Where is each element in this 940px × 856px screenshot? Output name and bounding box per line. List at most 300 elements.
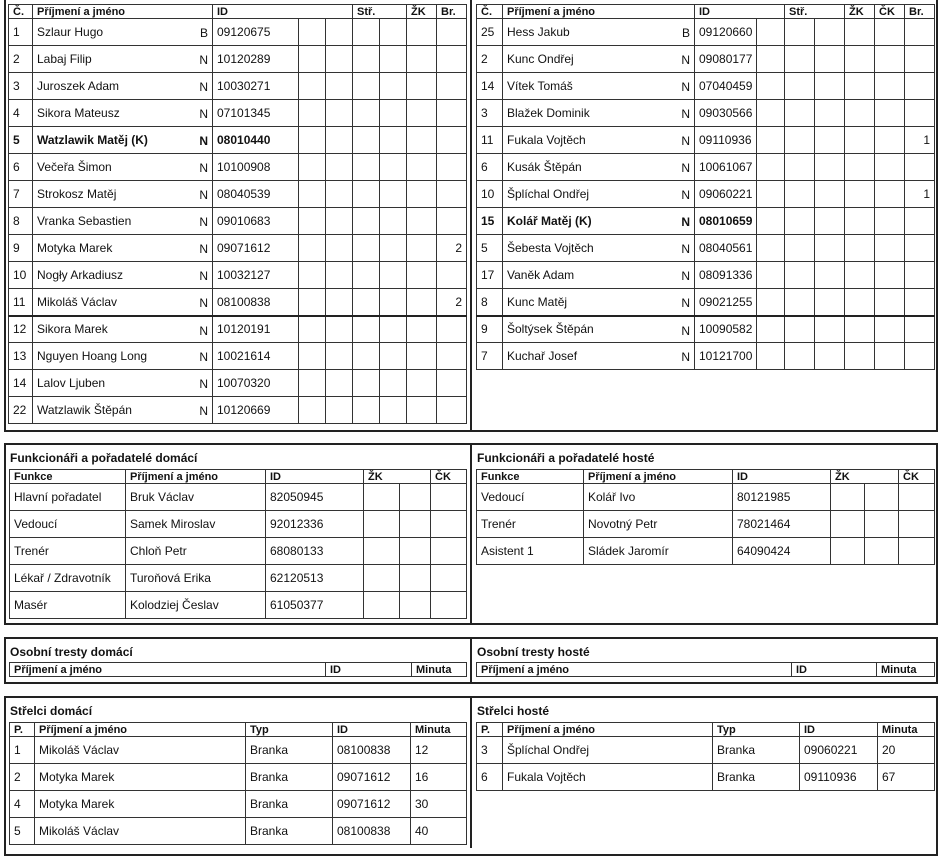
empty-cell: [353, 397, 380, 424]
player-goals: [905, 19, 935, 46]
player-status: B: [199, 26, 208, 40]
col-id: ID: [333, 723, 411, 737]
official-name: Bruk Václav: [126, 484, 266, 511]
empty-cell: [353, 208, 380, 235]
player-status: N: [681, 161, 690, 175]
player-number: 17: [477, 262, 503, 289]
player-goals: [905, 289, 935, 316]
player-status: N: [681, 242, 690, 256]
player-status: N: [681, 350, 690, 364]
player-goals: [905, 343, 935, 370]
player-id: 10030271: [213, 73, 299, 100]
player-goals: 1: [905, 181, 935, 208]
col-name: Příjmení a jméno: [35, 723, 246, 737]
empty-cell: [875, 289, 905, 316]
player-id: 09010683: [213, 208, 299, 235]
player-name-cell: [503, 100, 695, 127]
player-number: 10: [9, 262, 33, 289]
player-name-cell: [503, 19, 695, 46]
player-status: N: [199, 350, 208, 364]
empty-cell: [757, 181, 785, 208]
player-name-cell: [33, 19, 213, 46]
player-number: 12: [9, 316, 33, 343]
scorer-minute: 12: [411, 737, 467, 764]
scorers-away-title: Střelci hosté: [477, 704, 550, 718]
empty-cell: [326, 397, 353, 424]
empty-cell: [326, 181, 353, 208]
player-status: N: [681, 323, 690, 338]
empty-cell: [299, 262, 326, 289]
empty-cell: [431, 565, 467, 592]
empty-cell: [407, 343, 437, 370]
empty-cell: [845, 343, 875, 370]
empty-cell: [353, 343, 380, 370]
player-name: Vítek Tomáš: [507, 79, 573, 93]
col-br: Br.: [437, 5, 467, 19]
scorer-row: [10, 791, 467, 818]
player-row: [9, 154, 467, 181]
empty-cell: [326, 19, 353, 46]
player-number: 15: [477, 208, 503, 235]
player-name-cell: [33, 73, 213, 100]
player-row: [477, 289, 935, 316]
empty-cell: [815, 208, 845, 235]
player-row: [477, 343, 935, 370]
empty-cell: [326, 235, 353, 262]
empty-cell: [757, 289, 785, 316]
empty-cell: [875, 73, 905, 100]
official-id: 78021464: [733, 511, 831, 538]
player-name: Šplíchal Ondřej: [507, 187, 590, 201]
player-id: 09110936: [695, 127, 757, 154]
player-number: 2: [9, 46, 33, 73]
official-function: Hlavní pořadatel: [10, 484, 126, 511]
officials-away-title: Funkcionáři a pořadatelé hosté: [477, 451, 655, 465]
empty-cell: [353, 262, 380, 289]
player-goals: [437, 73, 467, 100]
scorer-order: 6: [477, 764, 503, 791]
empty-cell: [380, 46, 407, 73]
empty-cell: [785, 208, 815, 235]
empty-cell: [757, 343, 785, 370]
player-name: Labaj Filip: [37, 52, 92, 66]
player-status: N: [681, 134, 690, 148]
player-name-cell: [33, 316, 213, 343]
player-id: 07101345: [213, 100, 299, 127]
col-str: Stř.: [785, 5, 845, 19]
player-row: [477, 181, 935, 208]
away-players-table: [476, 4, 935, 370]
col-id: ID: [695, 5, 785, 19]
empty-cell: [899, 538, 935, 565]
player-id: 08010440: [213, 127, 299, 154]
player-name: Kunc Matěj: [507, 294, 568, 309]
empty-cell: [845, 154, 875, 181]
empty-cell: [875, 127, 905, 154]
empty-cell: [326, 262, 353, 289]
player-status: N: [199, 242, 208, 256]
empty-cell: [845, 73, 875, 100]
player-name-cell: [33, 370, 213, 397]
empty-cell: [299, 208, 326, 235]
player-id: 10032127: [213, 262, 299, 289]
scorer-id: 09110936: [800, 764, 878, 791]
player-row: [9, 19, 467, 46]
official-id: 80121985: [733, 484, 831, 511]
empty-cell: [431, 484, 467, 511]
player-id: 08091336: [695, 262, 757, 289]
empty-cell: [364, 511, 400, 538]
official-name: Samek Miroslav: [126, 511, 266, 538]
player-goals: [437, 127, 467, 154]
player-row: [9, 100, 467, 127]
empty-cell: [757, 19, 785, 46]
player-name-cell: [503, 316, 695, 343]
empty-cell: [380, 289, 407, 316]
empty-cell: [400, 565, 431, 592]
empty-cell: [845, 100, 875, 127]
empty-cell: [815, 19, 845, 46]
player-row: [9, 397, 467, 424]
player-status: B: [681, 26, 690, 40]
player-goals: [905, 262, 935, 289]
player-number: 3: [477, 100, 503, 127]
empty-cell: [380, 154, 407, 181]
empty-cell: [407, 262, 437, 289]
empty-cell: [845, 262, 875, 289]
player-id: 10090582: [695, 316, 757, 343]
col-name: Příjmení a jméno: [33, 5, 213, 19]
officials-home-table: [9, 469, 467, 619]
empty-cell: [407, 19, 437, 46]
official-id: 68080133: [266, 538, 364, 565]
player-goals: [437, 343, 467, 370]
col-minute: Minuta: [411, 723, 467, 737]
player-name: Mikoláš Václav: [37, 294, 118, 309]
official-name: Kolář Ivo: [584, 484, 733, 511]
player-id: 08100838: [213, 289, 299, 316]
scorer-id: 08100838: [333, 737, 411, 764]
player-goals: [437, 181, 467, 208]
player-number: 4: [9, 100, 33, 127]
player-row: [9, 262, 467, 289]
empty-cell: [845, 181, 875, 208]
empty-cell: [831, 511, 865, 538]
empty-cell: [815, 181, 845, 208]
player-status: N: [199, 269, 208, 283]
player-number: 22: [9, 397, 33, 424]
player-id: 08040561: [695, 235, 757, 262]
scorer-name: Mikoláš Václav: [35, 818, 246, 845]
empty-cell: [845, 235, 875, 262]
official-function: Trenér: [10, 538, 126, 565]
official-name: Kolodziej Česlav: [126, 592, 266, 619]
player-name-cell: [33, 46, 213, 73]
empty-cell: [299, 19, 326, 46]
col-type: Typ: [713, 723, 800, 737]
scorer-id: 09071612: [333, 764, 411, 791]
players-divider: [470, 0, 472, 432]
empty-cell: [407, 235, 437, 262]
empty-cell: [815, 262, 845, 289]
player-goals: [437, 316, 467, 343]
player-name: Nguyen Hoang Long: [37, 349, 148, 363]
empty-cell: [785, 46, 815, 73]
empty-cell: [299, 154, 326, 181]
scorer-type: Branka: [713, 764, 800, 791]
player-name: Blažek Dominik: [507, 106, 590, 120]
scorer-minute: 20: [878, 737, 935, 764]
empty-cell: [875, 46, 905, 73]
player-number: 8: [9, 208, 33, 235]
empty-cell: [875, 235, 905, 262]
col-name: Příjmení a jméno: [10, 663, 326, 677]
penalties-header-row: [477, 663, 935, 677]
player-name: Watzlawik Matěj (K): [37, 133, 148, 147]
empty-cell: [815, 235, 845, 262]
player-number: 3: [9, 73, 33, 100]
official-id: 92012336: [266, 511, 364, 538]
player-row: [477, 154, 935, 181]
empty-cell: [407, 316, 437, 343]
scorer-row: [477, 764, 935, 791]
player-id: 10100908: [213, 154, 299, 181]
empty-cell: [899, 484, 935, 511]
empty-cell: [757, 100, 785, 127]
player-id: 09120675: [213, 19, 299, 46]
empty-cell: [845, 127, 875, 154]
empty-cell: [326, 46, 353, 73]
player-row: [477, 127, 935, 154]
player-id: 08040539: [213, 181, 299, 208]
officials-header-row: [477, 470, 935, 484]
empty-cell: [875, 100, 905, 127]
empty-cell: [815, 154, 845, 181]
col-minute: Minuta: [877, 663, 935, 677]
player-name-cell: [503, 154, 695, 181]
player-number: 11: [477, 127, 503, 154]
empty-cell: [865, 484, 899, 511]
player-status: N: [199, 296, 208, 310]
player-number: 2: [477, 46, 503, 73]
player-row: [477, 46, 935, 73]
scorer-type: Branka: [246, 791, 333, 818]
empty-cell: [875, 208, 905, 235]
scorer-name: Mikoláš Václav: [35, 737, 246, 764]
player-goals: 2: [437, 289, 467, 316]
scorers-away-table: [476, 722, 935, 791]
scorer-row: [10, 764, 467, 791]
empty-cell: [431, 538, 467, 565]
player-name: Hess Jakub: [507, 25, 570, 39]
empty-cell: [757, 46, 785, 73]
col-id: ID: [326, 663, 412, 677]
player-goals: [437, 100, 467, 127]
empty-cell: [380, 181, 407, 208]
empty-cell: [326, 73, 353, 100]
player-status: N: [199, 404, 208, 418]
empty-cell: [299, 100, 326, 127]
player-status: N: [681, 53, 690, 67]
scorer-name: Šplíchal Ondřej: [503, 737, 713, 764]
empty-cell: [875, 181, 905, 208]
penalties-home-title: Osobní tresty domácí: [10, 645, 133, 659]
player-goals: [437, 370, 467, 397]
empty-cell: [407, 46, 437, 73]
empty-cell: [875, 316, 905, 343]
player-id: 10120669: [213, 397, 299, 424]
empty-cell: [400, 538, 431, 565]
empty-cell: [353, 289, 380, 316]
scorer-order: 3: [477, 737, 503, 764]
col-id: ID: [213, 5, 353, 19]
player-goals: [905, 208, 935, 235]
col-name: Příjmení a jméno: [477, 663, 792, 677]
player-row: [9, 73, 467, 100]
scorer-order: 1: [10, 737, 35, 764]
player-number: 14: [477, 73, 503, 100]
empty-cell: [785, 181, 815, 208]
player-status: N: [681, 296, 690, 310]
officials-header-row: [10, 470, 467, 484]
empty-cell: [353, 46, 380, 73]
empty-cell: [380, 235, 407, 262]
player-name: Juroszek Adam: [37, 79, 120, 93]
player-goals: [905, 316, 935, 343]
player-status: N: [199, 215, 208, 229]
col-str: Stř.: [353, 5, 407, 19]
player-number: 11: [9, 289, 33, 316]
scorer-row: [10, 818, 467, 845]
scorers-home-table: [9, 722, 467, 845]
player-name-cell: [503, 235, 695, 262]
col-name: Příjmení a jméno: [126, 470, 266, 484]
empty-cell: [845, 316, 875, 343]
player-name: Motyka Marek: [37, 241, 113, 255]
player-goals: [437, 46, 467, 73]
empty-cell: [785, 73, 815, 100]
empty-cell: [407, 397, 437, 424]
player-row: [477, 19, 935, 46]
empty-cell: [815, 46, 845, 73]
player-row: [477, 100, 935, 127]
empty-cell: [815, 127, 845, 154]
player-name-cell: [33, 100, 213, 127]
empty-cell: [299, 316, 326, 343]
col-id: ID: [733, 470, 831, 484]
player-row: [9, 370, 467, 397]
empty-cell: [899, 511, 935, 538]
empty-cell: [380, 19, 407, 46]
player-name: Kusák Štěpán: [507, 160, 582, 174]
empty-cell: [757, 127, 785, 154]
player-row: [477, 316, 935, 343]
empty-cell: [757, 73, 785, 100]
player-name: Lalov Ljuben: [37, 376, 106, 390]
player-id: 10120289: [213, 46, 299, 73]
empty-cell: [785, 235, 815, 262]
player-name-cell: [503, 262, 695, 289]
official-function: Masér: [10, 592, 126, 619]
player-name-cell: [33, 127, 213, 154]
officials-divider: [470, 443, 472, 625]
player-row: [9, 235, 467, 262]
empty-cell: [407, 73, 437, 100]
player-name-cell: [33, 289, 213, 316]
col-ck: ČK: [431, 470, 467, 484]
empty-cell: [875, 154, 905, 181]
player-id: 09030566: [695, 100, 757, 127]
player-goals: [905, 73, 935, 100]
col-minute: Minuta: [412, 663, 467, 677]
empty-cell: [353, 154, 380, 181]
empty-cell: [299, 370, 326, 397]
player-id: 10120191: [213, 316, 299, 343]
empty-cell: [353, 370, 380, 397]
empty-cell: [875, 343, 905, 370]
empty-cell: [431, 592, 467, 619]
player-name-cell: [503, 46, 695, 73]
player-name-cell: [33, 181, 213, 208]
empty-cell: [353, 19, 380, 46]
player-number: 9: [9, 235, 33, 262]
player-id: 07040459: [695, 73, 757, 100]
empty-cell: [757, 235, 785, 262]
empty-cell: [400, 511, 431, 538]
scorer-name: Fukala Vojtěch: [503, 764, 713, 791]
empty-cell: [875, 262, 905, 289]
home-players-table: [8, 4, 467, 424]
col-p: P.: [477, 723, 503, 737]
scorers-header-row: [10, 723, 467, 737]
empty-cell: [785, 289, 815, 316]
official-function: Vedoucí: [10, 511, 126, 538]
official-id: 64090424: [733, 538, 831, 565]
player-name: Kunc Ondřej: [507, 52, 574, 66]
empty-cell: [353, 181, 380, 208]
official-row: [477, 538, 935, 565]
col-id: ID: [800, 723, 878, 737]
player-id: 09021255: [695, 289, 757, 316]
player-goals: [905, 235, 935, 262]
player-number: 25: [477, 19, 503, 46]
empty-cell: [831, 484, 865, 511]
player-name: Watzlawik Štěpán: [37, 403, 132, 417]
player-row: [9, 127, 467, 154]
player-id: 10021614: [213, 343, 299, 370]
player-row: [9, 181, 467, 208]
scorer-id: 09060221: [800, 737, 878, 764]
empty-cell: [299, 289, 326, 316]
empty-cell: [400, 484, 431, 511]
empty-cell: [845, 289, 875, 316]
player-name: Kolář Matěj (K): [507, 214, 592, 228]
official-id: 82050945: [266, 484, 364, 511]
player-name: Strokosz Matěj: [37, 187, 117, 201]
empty-cell: [407, 100, 437, 127]
official-row: [10, 511, 467, 538]
empty-cell: [326, 208, 353, 235]
player-name: Nogły Arkadiusz: [37, 268, 124, 282]
player-status: N: [681, 80, 690, 94]
player-name-cell: [33, 262, 213, 289]
scorer-minute: 40: [411, 818, 467, 845]
player-name: Večeřa Šimon: [37, 160, 112, 174]
col-name: Příjmení a jméno: [584, 470, 733, 484]
player-name: Šebesta Vojtěch: [507, 241, 594, 255]
player-number: 9: [477, 316, 503, 343]
empty-cell: [757, 316, 785, 343]
